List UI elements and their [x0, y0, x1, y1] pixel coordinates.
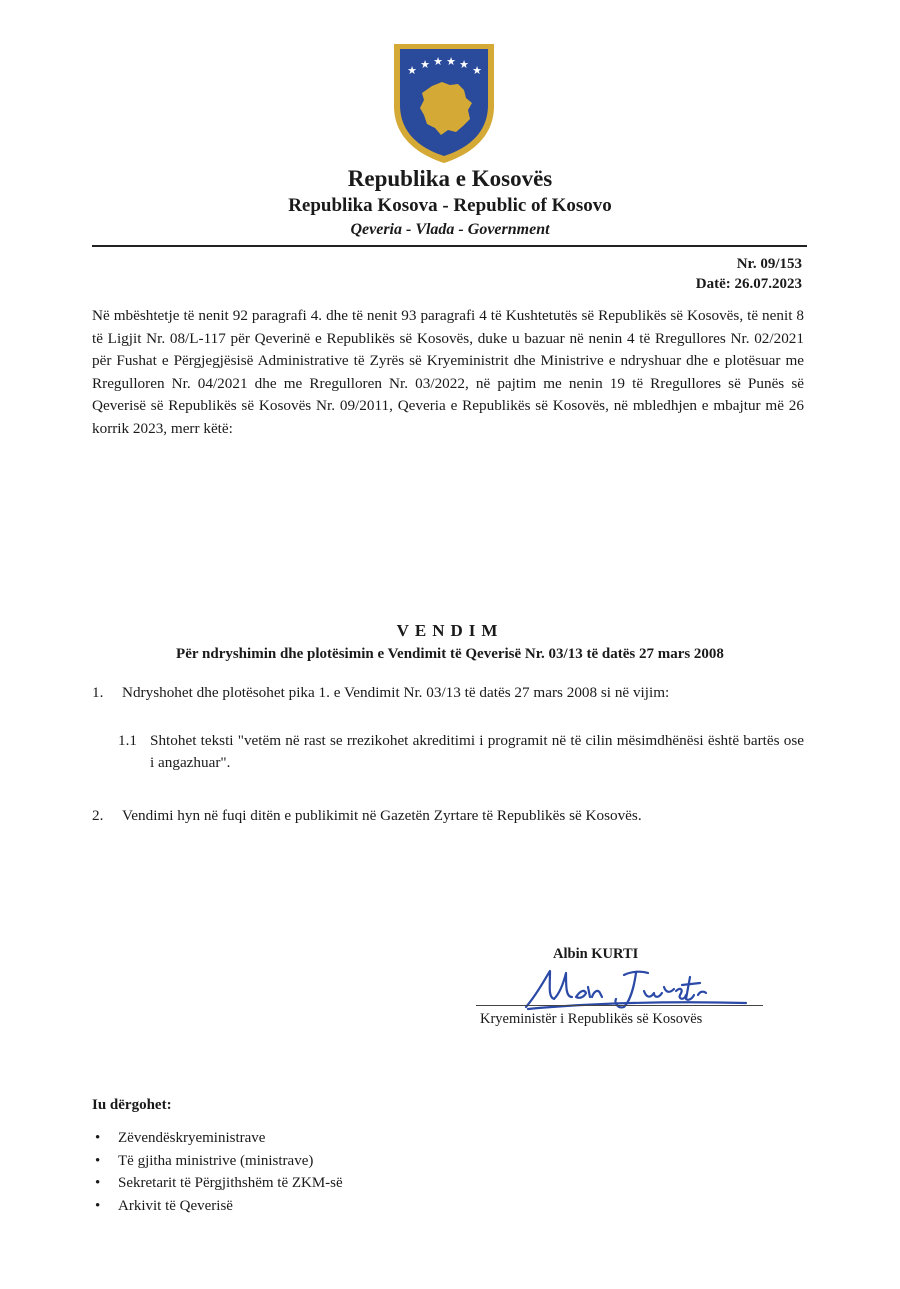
svg-text:★: ★	[446, 55, 456, 68]
header-republic-albanian: Republika e Kosovës	[347, 166, 553, 191]
svg-text:★: ★	[433, 55, 443, 68]
header-republic-serbian-english: Republika Kosova - Republic of Kosovo	[288, 195, 612, 216]
distribution-item: • Arkivit të Qeverisë	[92, 1195, 343, 1218]
header-divider	[92, 245, 807, 247]
decision-item-1	[92, 682, 804, 704]
distribution-list	[92, 1127, 343, 1217]
distribution-heading: Iu dërgohet:	[92, 1097, 172, 1113]
signatory-name: Albin KURTI	[553, 946, 639, 962]
distribution-item: • Të gjitha ministrive (ministrave)	[92, 1150, 343, 1173]
preamble-paragraph: Në mbështetje të nenit 92 paragrafi 4. dhe të nenit 93 paragrafi 4 të Kushtetutës së Republikës së Kosovës, të nenit 8 të Ligjit Nr. 08/L-117 për Qeverinë e Republikës së Kosovës, duke u bazuar në nenin 4 të Rregullores Nr. 02/2021 për Fushat e Përgjegjësisë Administrative të Zyrës së Kryeministrit dhe Ministrive e ndryshuar dhe e plotësuar me Rregulloren Nr. 04/2021 dhe me Rregulloren Nr. 03/2022, në pajtim me nenin 19 të Rregullores së Punës së Qeverisë së Republikës së Kosovës Nr. 09/2011, Qeveria e Republikës së Kosovës, në mbledhjen e mbajtur më 26 korrik 2023, merr këtë:	[92, 307, 804, 437]
svg-text:★: ★	[420, 58, 430, 71]
decision-subtitle: Për ndryshimin dhe plotësimin e Vendimit të Qeverisë Nr. 03/13 të datës 27 mars 2008	[176, 646, 724, 662]
svg-text:★: ★	[472, 64, 482, 77]
item-text: Vendimi hyn në fuqi ditën e publikimit në Gazetën Zyrtare të Republikës së Kosovës.	[122, 807, 642, 824]
svg-text:★: ★	[407, 64, 417, 77]
item-text: Ndryshohet dhe plotësohet pika 1. e Vendimit Nr. 03/13 të datës 27 mars 2008 si në vijim:	[122, 684, 670, 701]
decision-item-2	[92, 805, 804, 827]
decision-item-1-1	[118, 730, 804, 774]
signatory-title: Kryeministër i Republikës së Kosovës	[480, 1011, 703, 1027]
signature-line	[476, 1005, 763, 1006]
coat-of-arms-icon	[388, 40, 500, 166]
document-number: Nr. 09/153	[736, 256, 802, 272]
item-number: 1.	[92, 684, 104, 701]
distribution-item: • Zëvendëskryeministrave	[92, 1127, 343, 1150]
header-government: Qeveria - Vlada - Government	[350, 221, 550, 238]
item-number: 1.1	[118, 732, 137, 749]
distribution-item: • Sekretarit të Përgjithshëm të ZKM-së	[92, 1172, 343, 1195]
item-number: 2.	[92, 807, 104, 824]
document-date: Datë: 26.07.2023	[695, 276, 802, 292]
decision-title: VENDIM	[396, 621, 504, 640]
svg-text:★: ★	[459, 58, 469, 71]
item-text: Shtohet teksti "vetëm në rast se rrezikohet akreditimi i programit në të cilin mësimdhënësi është bartës ose i angazhuar".	[150, 732, 804, 771]
